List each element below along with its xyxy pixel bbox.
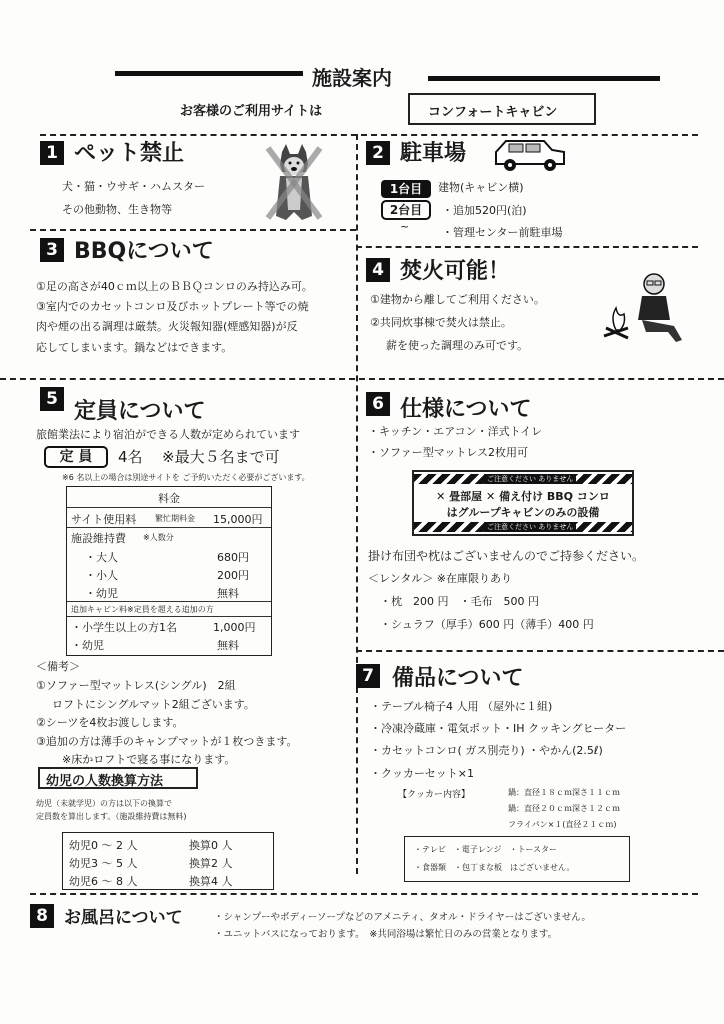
site-label: お客様のご利用サイトは (180, 104, 323, 119)
notice-stripe-top-text: ご注意ください ありません (484, 474, 576, 484)
section-5-title: 定員について (74, 399, 206, 424)
divider-2-4 (356, 246, 698, 248)
car-icon (492, 138, 568, 172)
title-rule-left (115, 71, 303, 76)
divider-center (356, 134, 358, 874)
s7-line-3: ・カセットコンロ( ガス別売り) ・やかん(2.5ℓ) (370, 744, 603, 757)
car1-badge: 1台目 (381, 180, 431, 198)
capacity-badge: 定 員 (44, 446, 108, 468)
car2-badge: 2台目 (381, 200, 431, 220)
s4-line-2: ②共同炊事棟で焚火は禁止。 (370, 316, 512, 329)
section-1-number: 1 (40, 141, 64, 165)
section-5-number: 5 (40, 387, 64, 411)
divider-row3 (0, 378, 724, 380)
s3-line-2: ③室内でのカセットコンロ及びホットプレート等での焼 (36, 300, 309, 313)
cooker-item-1: 鍋：直径１８ｃｍ深さ１１ｃｍ (508, 788, 620, 797)
divider-6-7 (356, 650, 724, 652)
conv-row-1-value: 換算0 人 (189, 839, 233, 852)
rental-line-2: ・シュラフ（厚手）600 円（薄手）400 円 (380, 618, 594, 631)
s3-line-3: 肉や煙の出る調理は厳禁。火災報知器(煙感知器)が反 (36, 320, 298, 333)
site-fee-note: 繁忙期料金 (155, 514, 195, 523)
fee-header: 料金 (158, 492, 180, 505)
extra-elem-value: 1,000円 (213, 621, 256, 634)
infant-value: 無料 (217, 587, 239, 600)
maint-note: ※人数分 (143, 533, 174, 542)
conv-row-3-value: 換算4 人 (189, 875, 233, 888)
extra-infant-value: 無料 (217, 639, 239, 652)
s8-line-1: ・シャンプーやボディーソープなどのアメニティ、タオル・ドライヤーはございません。 (214, 912, 591, 923)
bedding-note: 掛け布団や枕はございませんのでご持参ください。 (368, 549, 645, 563)
conv-table (62, 832, 274, 890)
section-4-title: 焚火可能！ (400, 259, 511, 284)
remark-1: ①ソファー型マットレス(シングル) 2組 (36, 679, 236, 692)
title-rule-right (428, 76, 660, 81)
notice-stripe-top (414, 474, 632, 484)
conv-note-2: 定員数を算出します。（施設維持費は無料) (36, 812, 187, 821)
cooker-title: 【クッカー内容】 (398, 790, 471, 800)
remark-2: ロフトにシングルマット2組ございます。 (52, 698, 255, 711)
section-6-title: 仕様について (400, 397, 532, 422)
conv-row-3-label: 幼児6 ～ 8 人 (69, 875, 138, 888)
section-8-number: 8 (30, 904, 54, 928)
extra-infant-label: ・幼児 (71, 639, 104, 652)
fee-table (66, 486, 272, 656)
notice-stripe-bottom-text: ご注意ください ありません (484, 522, 576, 532)
conv-title: 幼児の人数換算方法 (46, 774, 164, 789)
extra-elem-label: ・小学生以上の方1名 (71, 621, 177, 634)
capacity-max: ※最大５名まで可 (162, 448, 280, 466)
s6-line-2: ・ソファー型マットレス2枚用可 (368, 446, 529, 459)
section-7-number: 7 (356, 664, 380, 688)
car2-tilde: ~ (400, 220, 410, 233)
remark-4: ③追加の方は薄手のキャンプマットが１枚つきます。 (36, 735, 298, 748)
remarks-title: ＜備考＞ (36, 660, 80, 673)
site-fee-value: 15,000円 (213, 513, 263, 526)
car2-text-1: ・追加520円(泊) (442, 204, 527, 217)
car2-text-2: ・管理センター前駐車場 (442, 226, 563, 239)
s7-line-1: ・テーブル椅子4 人用 （屋外に１組) (370, 700, 553, 713)
extra-header: 追加キャビン料※定員を超える追加の方 (71, 605, 214, 614)
not-provided-line-2: ・食器類 ・包丁まな板 はございません。 (414, 863, 575, 872)
s4-line-1: ①建物から離してご利用ください。 (370, 293, 545, 306)
divider-bottom (30, 893, 698, 895)
capacity-note: ※6 名以上の場合は別途サイトを ご予約いただく必要がございます。 (62, 473, 310, 482)
section-2-number: 2 (366, 141, 390, 165)
s7-line-2: ・冷凍冷蔵庫・電気ポット・IH クッキングヒーター (370, 722, 627, 735)
s7-line-4: ・クッカーセット×1 (370, 767, 474, 780)
section-1-title: ペット禁止 (74, 141, 185, 166)
divider-1-3 (30, 229, 356, 231)
section-3-title: BBQについて (74, 239, 214, 264)
cooker-item-3: フライパン×１(直径２１ｃｍ) (508, 820, 617, 829)
capacity-value: 4名 (118, 448, 143, 466)
conv-row-2-value: 換算2 人 (189, 857, 233, 870)
campfire-person-icon (598, 270, 690, 348)
s6-line-1: ・キッチン・エアコン・洋式トイレ (368, 425, 543, 438)
section-7-title: 備品について (392, 666, 524, 691)
s5-intro: 旅館業法により宿泊ができる人数が定められています (36, 428, 300, 441)
page-title: 施設案内 (312, 66, 392, 90)
section-2-title: 駐車場 (400, 141, 467, 166)
not-provided-box (404, 836, 630, 882)
adult-value: 680円 (217, 551, 249, 564)
notice-box (412, 470, 634, 536)
infant-label: ・幼児 (85, 587, 118, 600)
adult-label: ・大人 (85, 551, 118, 564)
no-dog-icon (262, 142, 326, 224)
remark-3: ②シーツを4枚お渡しします。 (36, 716, 184, 729)
section-6-number: 6 (366, 392, 390, 416)
s8-line-2: ・ユニットバスになっております。 ※共同浴場は繁忙日のみの営業となります。 (214, 929, 558, 940)
s3-line-1: ①足の高さが40ｃｍ以上のＢＢＱコンロのみ持込み可。 (36, 280, 313, 293)
cooker-item-2: 鍋：直径２０ｃｍ深さ１２ｃｍ (508, 804, 620, 813)
remark-5: ※床かロフトで寝る事になります。 (62, 753, 236, 766)
maint-label: 施設維持費 (71, 532, 126, 545)
child-label: ・小人 (85, 569, 118, 582)
s1-line-2: その他動物、生き物等 (62, 203, 172, 216)
section-4-number: 4 (366, 258, 390, 282)
site-value: コンフォートキャビン (428, 105, 558, 120)
notice-line-1: ✕ 畳部屋 ✕ 備え付け BBQ コンロ (436, 490, 610, 503)
child-value: 200円 (217, 569, 249, 582)
s4-line-3: 薪を使った調理のみ可です。 (386, 339, 529, 352)
notice-line-2: はグループキャビンのみの設備 (446, 506, 600, 519)
rental-title: ＜レンタル＞ ※在庫限りあり (368, 572, 512, 585)
conv-row-1-label: 幼児0 ～ 2 人 (69, 839, 138, 852)
car1-text: 建物(キャビン横) (438, 181, 524, 194)
conv-row-2-label: 幼児3 ～ 5 人 (69, 857, 138, 870)
s1-line-1: 犬・猫・ウサギ・ハムスター (62, 180, 205, 193)
s3-line-4: 応してしまいます。鍋などはできます。 (36, 341, 233, 354)
not-provided-line-1: ・テレビ ・電子レンジ ・トースター (414, 845, 558, 854)
conv-note-1: 幼児（未就学児）の方は以下の換算で (36, 799, 172, 808)
section-3-number: 3 (40, 238, 64, 262)
site-fee-label: サイト使用料 (71, 513, 137, 526)
notice-stripe-bottom (414, 522, 632, 532)
rental-line-1: ・枕 200 円 ・毛布 500 円 (380, 595, 539, 608)
section-8-title: お風呂について (64, 908, 183, 928)
